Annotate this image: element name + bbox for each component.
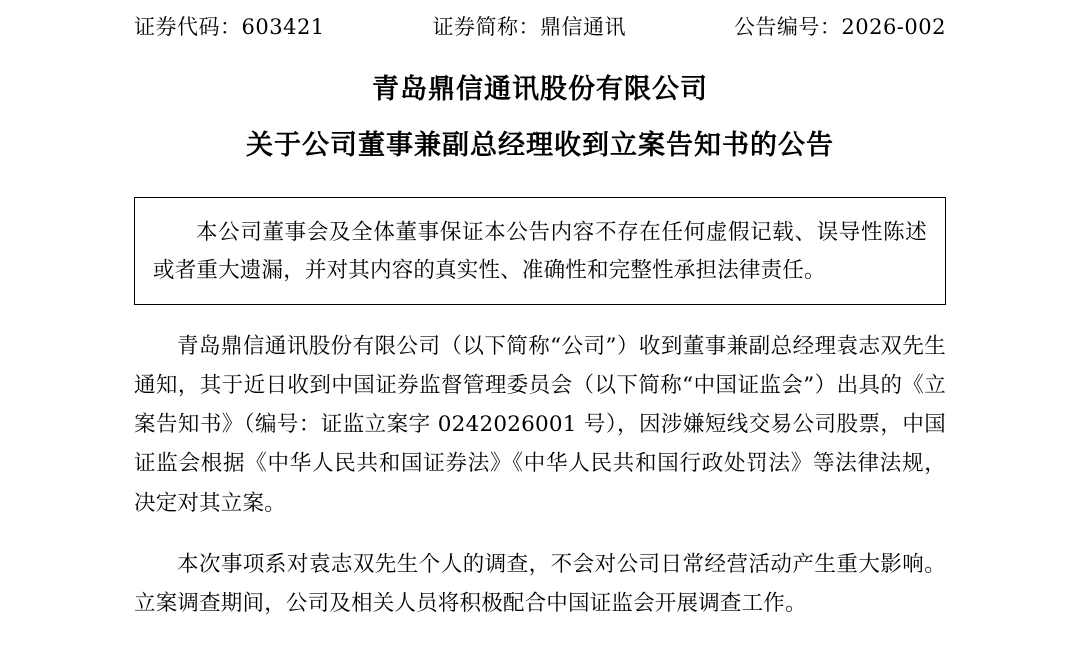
- document-header: [134, 0, 946, 44]
- security-name: 证券简称：鼎信通讯: [432, 15, 627, 39]
- body-paragraph-2: 本次事项系对袁志双先生个人的调查，不会对公司日常经营活动产生重大影响。立案调查期间，公司及相关人员将积极配合中国证监会开展调查工作。: [134, 551, 946, 616]
- company-name-title: 青岛鼎信通讯股份有限公司: [372, 73, 708, 105]
- announcement-subject-title: 关于公司董事兼副总经理收到立案告知书的公告: [246, 130, 834, 161]
- disclaimer-box: [134, 197, 946, 306]
- security-code: 证券代码：603421: [134, 15, 325, 39]
- page-title: [134, 70, 946, 167]
- announcement-number: 公告编号：2026-002: [733, 15, 946, 39]
- body-paragraph-1: 青岛鼎信通讯股份有限公司（以下简称“公司”）收到董事兼副总经理袁志双先生通知，其于近日收到中国证券监督管理委员会（以下简称“中国证监会”）出具的《立案告知书》（编号：证监立案字 0242026001 号），因涉嫌短线交易公司股票，中国证监会根据《中华人民共和国证券法》《中华人民共和国行政处罚法》等法律法规，决定对其立案。: [134, 334, 946, 516]
- disclaimer-text: 本公司董事会及全体董事保证本公告内容不存在任何虚假记载、误导性陈述或者重大遗漏，并对其内容的真实性、准确性和完整性承担法律责任。: [153, 219, 927, 283]
